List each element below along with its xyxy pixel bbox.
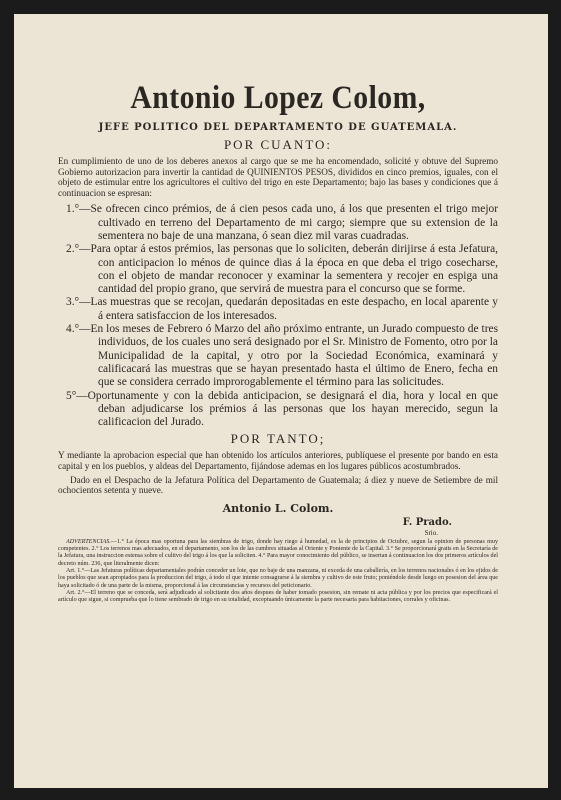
condition-number: 5°— [66,389,88,402]
advisory-notes [58,539,498,605]
condition-item [58,390,498,430]
condition-number: 2.°— [66,243,91,256]
notes-heading: ADVERTENCIAS. [66,538,111,545]
note-paragraph [58,539,498,568]
secretary-role: Srio. [424,528,438,537]
conditions-list [58,203,498,429]
note-text: —1.° La época mas oportuna para las siembras de trigo, donde hay riego á humedad, es la de principios de Octubre, segun la opinion de personas muy competentes. 2.° Los terrenos mas adecuados, en el departamento, son los de las cumbres situadas al Oriente y Poniente de la Capital. 3.° Se proporcionará gratis en la Secretaría de la Jefatura, una instruccion estensa sobre el cultivo del trigo á los que la soliciten. 4.° Para mayor conocimiento del público, se insertan á continuacion los dos primeros artículos del decreto núm. 236, que literalmente dicen: [58,538,498,567]
condition-item [58,203,498,243]
condition-number: 4.°— [66,323,91,336]
intro-paragraph: En cumplimiento de uno de los deberes anexos al cargo que se me ha encomendado, solicité y obtuve del Supremo Gobierno autorizacion para invertir la cantidad de QUINIENTOS PESOS, divididos en cinco premios, iguales, con el objeto de estimular entre los agricultores el cultivo del trigo en este Departamento; bajo las bases y condiciones que á continuacion se espresan: [58,156,498,198]
condition-text: Se ofrecen cinco prémios, de á cien pesos cada uno, á los que presenten el trigo mejor cultivado en terreno del Departamento de mi cargo; siempre que su extension de la sementera no baje de una manzana, ó sean diez mil varas cuadradas. [90,203,498,242]
section-heading-therefore: POR TANTO; [230,431,326,447]
condition-text: Las muestras que se recojan, quedarán depositadas en este despacho, en local aparente y á entera satisfaccion de los interesados. [90,296,498,322]
decree-page [14,14,548,788]
condition-text: Para optar á estos prémios, las personas que lo soliciten, deberán dirijirse á esta Jefatura, con anticipacion lo ménos de quince dias á la época en que deba el trigo cosecharse, con el objeto de mandar reconocer y examinar la sementera y recojer en espiga una cantidad del propio grano, que servirá de muestra para el concurso que se forme. [90,243,498,296]
signature-name: Antonio L. Colom. [222,501,334,515]
condition-number: 3.°— [66,296,91,309]
publication-paragraph: Y mediante la aprobacion especial que han obtenido los artículos anteriores, publíquese el presente por bando en esta capital y en los pueblos, y aldeas del Departamento, fijándose ademas en los lugares públicos acostumbrados. [58,450,498,472]
condition-text: En los meses de Febrero ó Marzo del año próximo entrante, un Jurado compuesto de tres individuos, de los cuales uno será designado por el Sr. Ministro de Fomento, otro por la Municipalidad de la capital, y otro por la Sociedad Económica, examinará y calificacará las muestras que se hayan presentado hasta el último de Enero, fecha en que se considera cerrado improrogablemente el término para las solicitudes. [90,323,498,389]
condition-item [58,323,498,389]
secretary-name: F. Prado. [402,516,452,528]
section-heading-considering: POR CUANTO: [223,137,333,152]
condition-text: Oportunamente y con la debida anticipacion, se designará el dia, hora y local en que deban adjudicarse los prémios á las personas que los hayan merecido, segun la calificacion del Jurado. [87,389,498,429]
condition-number: 1.°— [66,203,91,216]
condition-item [58,296,498,323]
document-title: Antonio Lopez Colom, [130,80,426,116]
condition-item [58,243,498,296]
official-title: JEFE POLITICO DEL DEPARTAMENTO DE GUATEMALA. [98,122,458,133]
note-paragraph: Art. 1.°—Las Jefaturas políticas departamentales podrán conceder un lote, que no baje de una manzana, ni exceda de una caballería, en los terrenos nacionales ó en los ejidos de los pueblos que sean apropiados para la produccion del trigo, á todo el que intente consagrarse á la siembra y cultivo de este fruto; poniéndole desde luego en posesion del área que haya solicitado ó de una parte de la misma, proporcional á las circunstancias y recursos del peticionario. [58,567,498,589]
dated-paragraph: Dado en el Despacho de la Jefatura Política del Departamento de Guatemala; á diez y nueve de Setiembre de mil ochocientos setenta y nueve. [58,474,498,496]
note-paragraph: Art. 2.°—El terreno que se conceda, será adjudicado al solicitante dos años despues de haber tomado posesion, sin remate ni acta pública y por los precios que especificará el artículo que sigue, si comprueba que lo tiene sembrado de trigo en su totalidad, exceptuando únicamente la parte necesaria para habitaciones, corrales y oficinas. [58,589,498,604]
